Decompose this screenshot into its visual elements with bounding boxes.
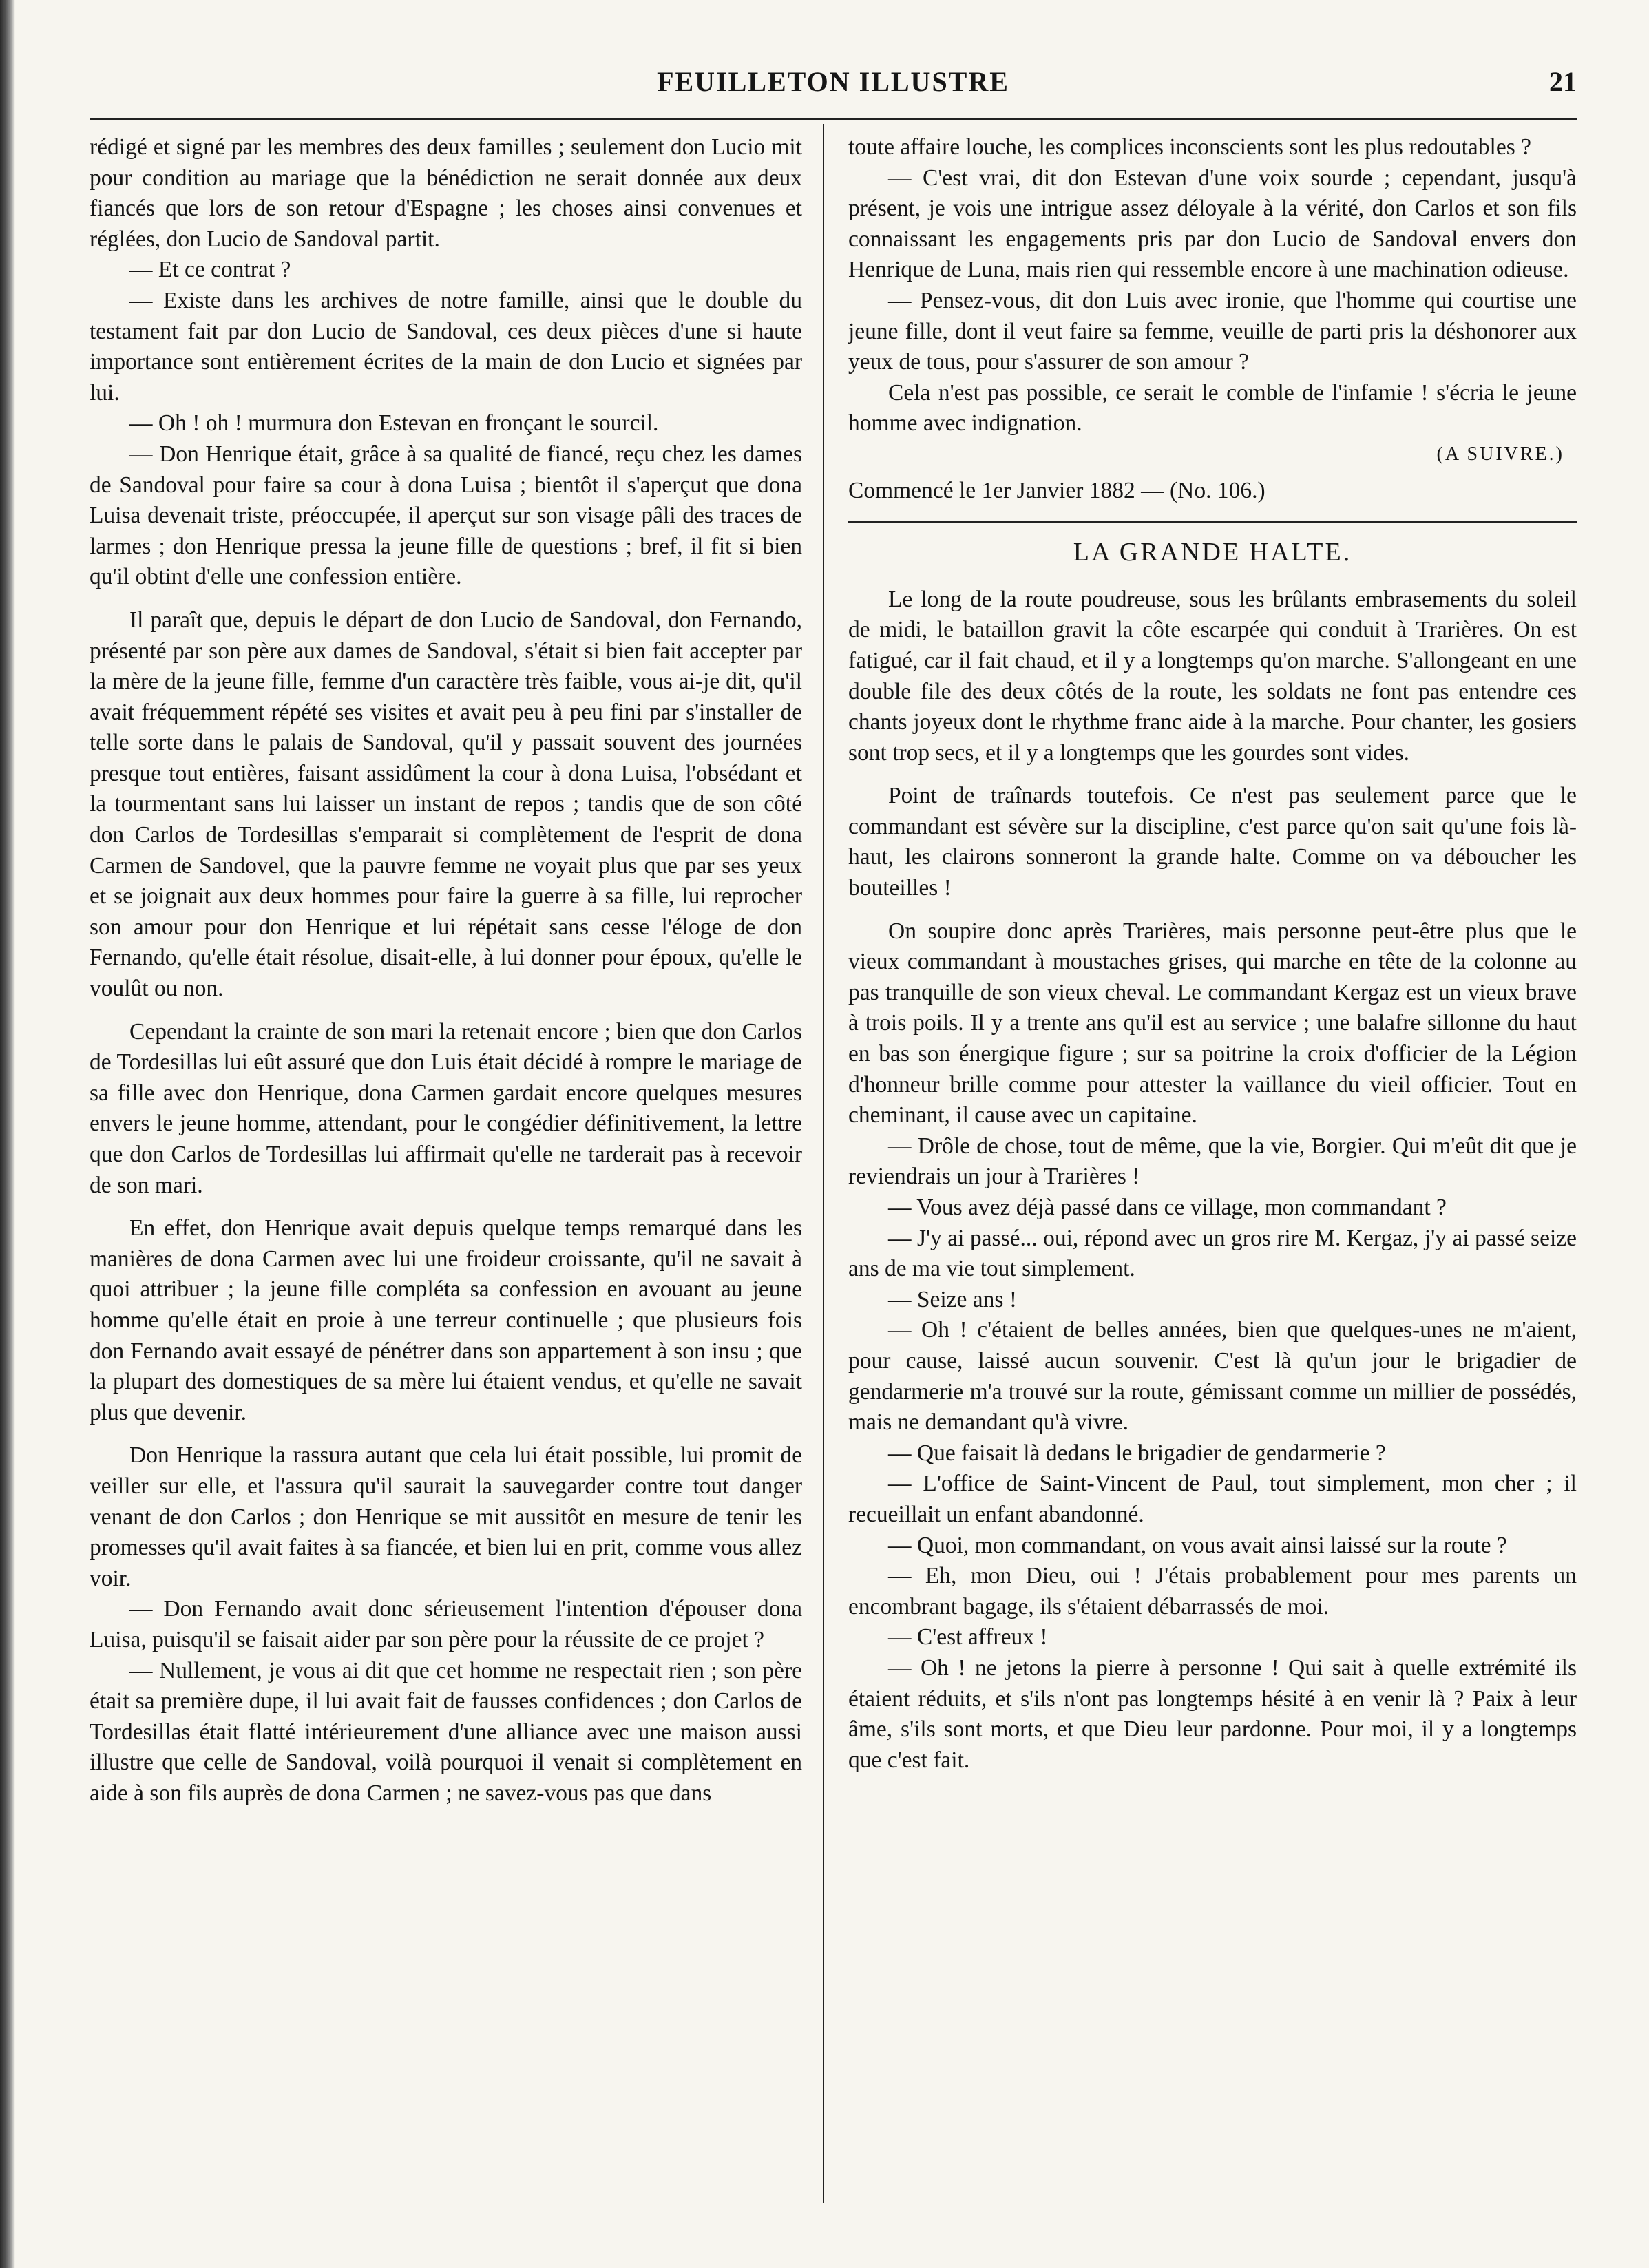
paragraph: — Oh ! oh ! murmura don Estevan en fronçant le sourcil.	[129, 410, 659, 437]
paragraph: — Que faisait là dedans le brigadier de gendarmerie ?	[888, 1440, 1386, 1466]
page-number: 21	[1549, 66, 1577, 97]
paragraph: Cela n'est pas possible, ce serait le comble de l'infamie ! s'écria le jeune homme avec indignation.	[848, 379, 1577, 437]
paragraph: — Pensez-vous, dit don Luis avec ironie, que l'homme qui courtise une jeune fille, dont il veut faire sa femme, veuille de parti pris la déshonorer aux yeux de tous, pour s'assurer de son amour ?	[848, 287, 1577, 375]
paragraph: — Eh, mon Dieu, oui ! J'étais probablement pour mes parents un encombrant bagage, ils s'étaient débarrassés de moi.	[848, 1563, 1577, 1619]
paragraph: — Existe dans les archives de notre famille, ainsi que le double du testament fait par don Lucio de Sandoval, ces deux pièces d'une si haute importance sont entièrement écrites de la main de don Lucio et signées par lui.	[90, 287, 802, 406]
paragraph: — Nullement, je vous ai dit que cet homme ne respectait rien ; son père était sa première dupe, il lui avait fait de fausses confidences ; don Carlos de Tordesillas était flatté intérieurement d'une alliance avec une maison aussi illustre que celle de Sandoval, voilà pourquoi il venait si complètement en aide à son fils auprès de dona Carmen ; ne savez-vous pas que dans	[90, 1657, 802, 1806]
column-divider	[823, 124, 824, 2203]
paragraph: Le long de la route poudreuse, sous les brûlants embrasements du soleil de midi, le bataillon gravit la côte escarpée qui conduit à Trarières. On est fatigué, car il fait chaud, et il y a longtemps qu'on marche. S'allongeant en une double file des deux côtés de la route, les soldats ne font pas entendre ces chants joyeux dont le rhythme franc aide à la marche. Pour chanter, les gosiers sont trop secs, et il y a longtemps que les gourdes sont vides.	[848, 586, 1577, 766]
page-header	[90, 65, 1577, 107]
paragraph: rédigé et signé par les membres des deux familles ; seulement don Lucio mit pour condition au mariage que la bénédiction ne serait donnée aux deux fiancés que lors de son retour d'Espagne ; les choses ainsi convenues et réglées, don Lucio de Sandoval partit.	[90, 134, 802, 252]
serial-start-note: Commencé le 1er Janvier 1882 — (No. 106.)	[848, 477, 1265, 503]
paragraph: Il paraît que, depuis le départ de don Lucio de Sandoval, don Fernando, présenté par son père aux dames de Sandoval, s'était si bien fait accepter par la mère de la jeune fille, femme d'un caractère très faible, vous ai-je dit, qu'il avait fréquemment répété ses visites et avait peu à peu fini par s'installer de telle sorte dans le palais de Sandoval, qu'il y passait souvent des journées presque tout entières, faisant assidûment la cour à dona Luisa, l'obsédant et la tourmentant sans lui laisser un instant de repos ; tandis que de son côté don Carlos de Tordesillas s'emparait si complètement de l'esprit de dona Carmen de Sandovel, que la pauvre femme ne voyait plus que par ses yeux et se joignait aux deux hommes pour faire la guerre à sa fille, lui reprocher son amour pour don Henrique et lui répétait sans cesse l'éloge de don Fernando, qu'elle était résolue, disait-elle, à lui donner pour époux, qu'elle le voulût ou non.	[90, 607, 802, 1002]
paragraph: — Don Henrique était, grâce à sa qualité de fiancé, reçu chez les dames de Sandoval pour faire sa cour à dona Luisa ; bientôt il s'aperçut que dona Luisa devenait triste, préoccupée, il aperçut sur son visage pâli des traces de larmes ; don Henrique pressa la jeune fille de questions ; bref, il fit si bien qu'il obtint d'elle une confession entière.	[90, 441, 802, 590]
a-suivre-note: (A SUIVRE.)	[1436, 443, 1564, 465]
section-rule	[848, 521, 1577, 523]
paragraph: En effet, don Henrique avait depuis quelque temps remarqué dans les manières de dona Carmen avec lui une froideur croissante, qu'il ne savait à quoi attribuer ; la jeune fille compléta sa confession en avouant au jeune homme qu'elle était en proie à une terreur continuelle ; que plusieurs fois don Fernando avait essayé de pénétrer dans son appartement à son insu ; que la plupart des domestiques de sa mère lui étaient vendus, et qu'elle ne savait plus que devenir.	[90, 1215, 802, 1425]
paragraph: Cependant la crainte de son mari la retenait encore ; bien que don Carlos de Tordesillas lui eût assuré que don Luis était décidé à rompre le mariage de sa fille avec don Henrique, dona Carmen gardait encore quelques mesures envers le jeune homme, attendant, pour le congédier définitivement, la lettre que don Carlos de Tordesillas lui affirmait qu'elle ne tarderait pas à recevoir de son mari.	[90, 1018, 802, 1198]
paragraph: Don Henrique la rassura autant que cela lui était possible, lui promit de veiller sur elle, et l'assura qu'il saurait la sauvegarder contre tout danger venant de don Carlos ; don Henrique se mit aussitôt en mesure de tenir les promesses qu'il avait faites à sa fiancée, et bien lui en prit, comme vous allez voir.	[90, 1442, 802, 1591]
running-title: FEUILLETON ILLUSTRE	[657, 66, 1009, 97]
paragraph: — Drôle de chose, tout de même, que la vie, Borgier. Qui m'eût dit que je reviendrais un jour à Trarières !	[848, 1133, 1577, 1190]
story-title: LA GRANDE HALTE.	[1073, 538, 1352, 567]
paragraph: — Quoi, mon commandant, on vous avait ainsi laissé sur la route ?	[888, 1532, 1507, 1558]
paragraph: — Oh ! c'étaient de belles années, bien que quelques-unes ne m'aient, pour cause, laissé aucun souvenir. C'est là qu'un jour le brigadier de gendarmerie m'a trouvé sur la route, gémissant comme un millier de possédés, mais ne demandant qu'à vivre.	[848, 1317, 1577, 1436]
paragraph: — Oh ! ne jetons la pierre à personne ! Qui sait à quelle extrémité ils étaient réduits, et s'ils n'ont pas longtemps hésité à en venir là ? Paix à leur âme, s'ils sont morts, et que Dieu leur pardonne. Pour moi, il y a longtemps que c'est fait.	[848, 1655, 1577, 1773]
paragraph: On soupire donc après Trarières, mais personne peut-être plus que le vieux commandant à moustaches grises, qui marche en tête de la colonne au pas tranquille de son vieux cheval. Le commandant Kergaz est un vieux brave à trois poils. Il y a trente ans qu'il est au service ; une balafre sillonne du haut en bas son énergique figure ; sur sa poitrine la croix d'officier de la Légion d'honneur brille comme pour attester la vaillance du vieil officier. Tout en cheminant, il cause avec un capitaine.	[848, 918, 1577, 1128]
paragraph: toute affaire louche, les complices inconscients sont les plus redoutables ?	[848, 134, 1531, 160]
binding-edge	[0, 0, 15, 2268]
paragraph: — L'office de Saint-Vincent de Paul, tout simplement, mon cher ; il recueillait un enfant abandonné.	[848, 1471, 1577, 1527]
paragraph: — C'est vrai, dit don Estevan d'une voix sourde ; cependant, jusqu'à présent, je vois une intrigue assez déloyale à la vérité, don Carlos et son fils connaissant les engagements pris par don Lucio de Sandoval envers don Henrique de Luna, mais rien qui ressemble encore à une machination odieuse.	[848, 165, 1577, 283]
right-column	[848, 132, 1577, 1776]
left-column	[90, 132, 802, 1809]
header-rule	[90, 118, 1577, 120]
paragraph: — Vous avez déjà passé dans ce village, mon commandant ?	[888, 1195, 1447, 1220]
paragraph: — Don Fernando avait donc sérieusement l'intention d'épouser dona Luisa, puisqu'il se faisait aider par son père pour la réussite de ce projet ?	[90, 1596, 802, 1652]
paragraph: — Et ce contrat ?	[129, 257, 291, 283]
paragraph: — J'y ai passé... oui, répond avec un gros rire M. Kergaz, j'y ai passé seize ans de ma vie tout simplement.	[848, 1225, 1577, 1282]
paragraph: Point de traînards toutefois. Ce n'est pas seulement parce que le commandant est sévère sur la discipline, c'est parce qu'on sait qu'une fois là-haut, les clairons sonneront la grande halte. Comme on va déboucher les bouteilles !	[848, 783, 1577, 901]
paragraph: — C'est affreux !	[888, 1624, 1048, 1650]
paragraph: — Seize ans !	[888, 1286, 1017, 1312]
